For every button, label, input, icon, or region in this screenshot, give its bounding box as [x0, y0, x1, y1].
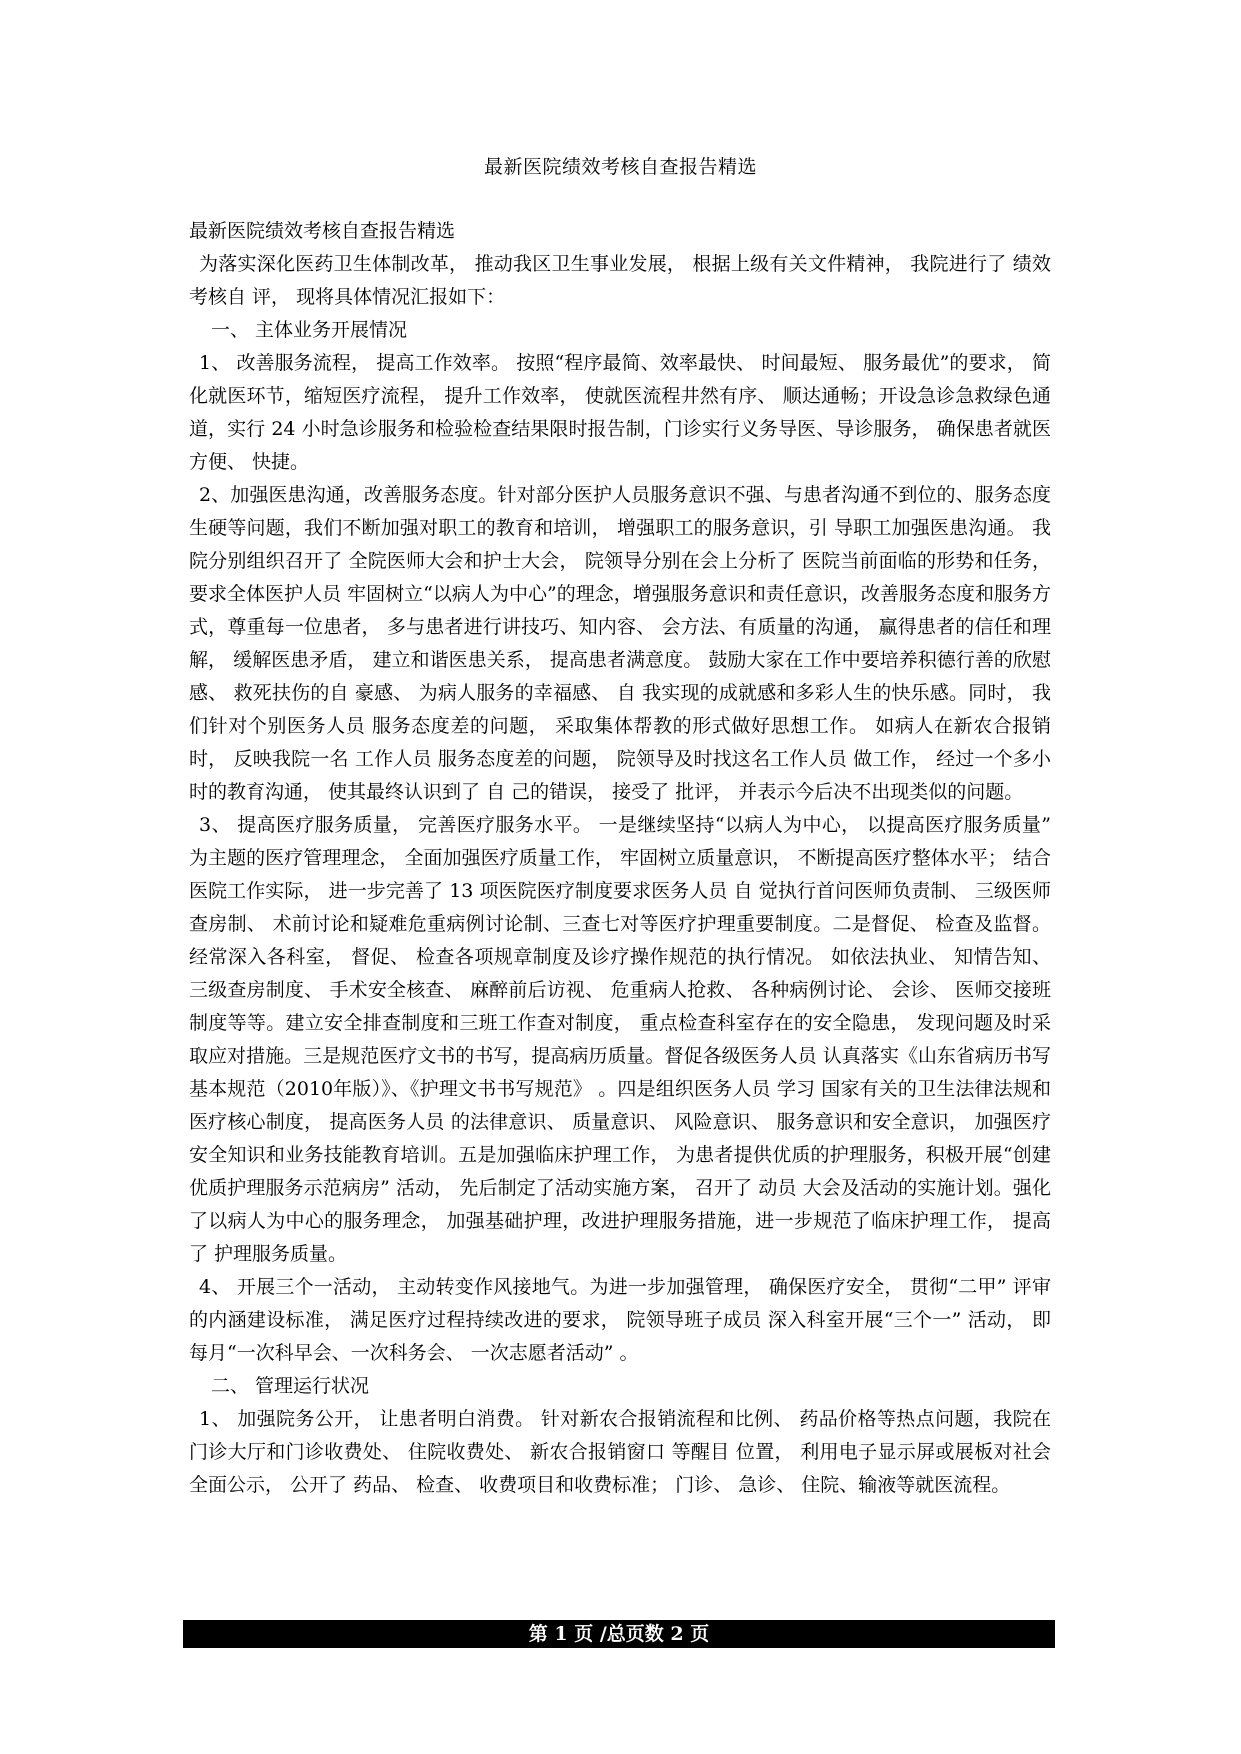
- body-paragraph: 1、 改善服务流程， 提高工作效率。 按照“程序最简、效率最快、 时间最短、 服务最优”的要求， 简化就医环节，缩短医疗流程， 提升工作效率， 使就医流程井然有序、 顺达通畅；开设急诊急救绿色通道，实行 24 小时急诊服务和检验检查结果限时报告制，门诊实行义务导医、导诊服务， 确保患者就医方便、 快捷。: [189, 352, 1051, 473]
- document-subtitle: 最新医院绩效考核自查报告精选: [189, 220, 456, 242]
- page-number-label: 第 1 页 /总页数 2 页: [528, 1623, 710, 1645]
- body-paragraph: 4、 开展三个一活动， 主动转变作风接地气。为进一步加强管理， 确保医疗安全， 贯彻“二甲” 评审的内涵建设标准， 满足医疗过程持续改进的要求， 院领导班子成员 深入科室开展“三个一” 活动， 即每月“一次科早会、一次科务会、 一次志愿者活动” 。: [189, 1276, 1051, 1364]
- document-title: 最新医院绩效考核自查报告精选: [483, 156, 757, 178]
- page-footer: [183, 1620, 1055, 1648]
- body-paragraph: 3、 提高医疗服务质量， 完善医疗服务水平。 一是继续坚持“以病人为中心， 以提高医疗服务质量” 为主题的医疗管理理念， 全面加强医疗质量工作， 牢固树立质量意识， 不断提高医疗整体水平； 结合医院工作实际， 进一步完善了 13 项医院医疗制度要求医务人员 自 觉执行首问医师负责制、 三级医师查房制、 术前讨论和疑难危重病例讨论制、三查七对等医疗护理重要制度。二是督促、 检查及监督。 经常深入各科室， 督促、 检查各项规章制度及诊疗操作规范的执行情况。 如依法执业、 知情告知、 三级查房制度、 手术安全核查、 麻醉前后访视、 危重病人抢救、 各种病例讨论、 会诊、 医师交接班制度等等。建立安全排查制度和三班工作查对制度， 重点检查科室存在的安全隐患， 发现问题及时采取应对措施。三是规范医疗文书的书写，提高病历质量。督促各级医务人员 认真落实《山东省病历书写基本规范（2010年版）》、《护理文书书写规范》 。四是组织医务人员 学习 国家有关的卫生法律法规和医疗核心制度， 提高医务人员 的法律意识、 质量意识、 风险意识、 服务意识和安全意识， 加强医疗安全知识和业务技能教育培训。五是加强临床护理工作， 为患者提供优质的护理服务，积极开展“创建优质护理服务示范病房” 活动， 先后制定了活动实施方案， 召开了 动员 大会及活动的实施计划。强化了以病人为中心的服务理念， 加强基础护理，改进护理服务措施，进一步规范了临床护理工作， 提高了 护理服务质量。: [189, 814, 1051, 1265]
- section-heading-1: 一、 主体业务开展情况: [211, 319, 408, 341]
- body-paragraph: 2、加强医患沟通，改善服务态度。针对部分医护人员服务意识不强、与患者沟通不到位的、服务态度生硬等问题，我们不断加强对职工的教育和培训， 增强职工的服务意识，引 导职工加强医患沟通。 我院分别组织召开了 全院医师大会和护士大会， 院领导分别在会上分析了 医院当前面临的形势和任务， 要求全体医护人员 牢固树立“以病人为中心”的理念，增强服务意识和责任意识，改善服务态度和服务方式，尊重每一位患者， 多与患者进行讲技巧、知内容、 会方法、有质量的沟通， 赢得患者的信任和理解， 缓解医患矛盾， 建立和谐医患关系， 提高患者满意度。 鼓励大家在工作中要培养积德行善的欣慰感、 救死扶伤的自 豪感、 为病人服务的幸福感、 自 我实现的成就感和多彩人生的快乐感。同时， 我们针对个别医务人员 服务态度差的问题， 采取集体帮教的形式做好思想工作。 如病人在新农合报销时， 反映我院一名 工作人员 服务态度差的问题， 院领导及时找这名工作人员 做工作， 经过一个多小时的教育沟通， 使其最终认识到了 自 己的错误， 接受了 批评， 并表示今后决不出现类似的问题。: [189, 484, 1051, 803]
- body-paragraph: 1、 加强院务公开， 让患者明白消费。 针对新农合报销流程和比例、 药品价格等热点问题，我院在门诊大厅和门诊收费处、 住院收费处、 新农合报销窗口 等醒目 位置， 利用电子显示屏或展板对社会全面公示， 公开了 药品、 检查、 收费项目和收费标准； 门诊、 急诊、 住院、输液等就医流程。: [189, 1408, 1051, 1496]
- intro-paragraph: 为落实深化医药卫生体制改革， 推动我区卫生事业发展， 根据上级有关文件精神， 我院进行了 绩效考核自 评， 现将具体情况汇报如下：: [189, 253, 1051, 308]
- section-heading-2: 二、 管理运行状况: [211, 1375, 370, 1397]
- document-body: [189, 215, 1051, 1502]
